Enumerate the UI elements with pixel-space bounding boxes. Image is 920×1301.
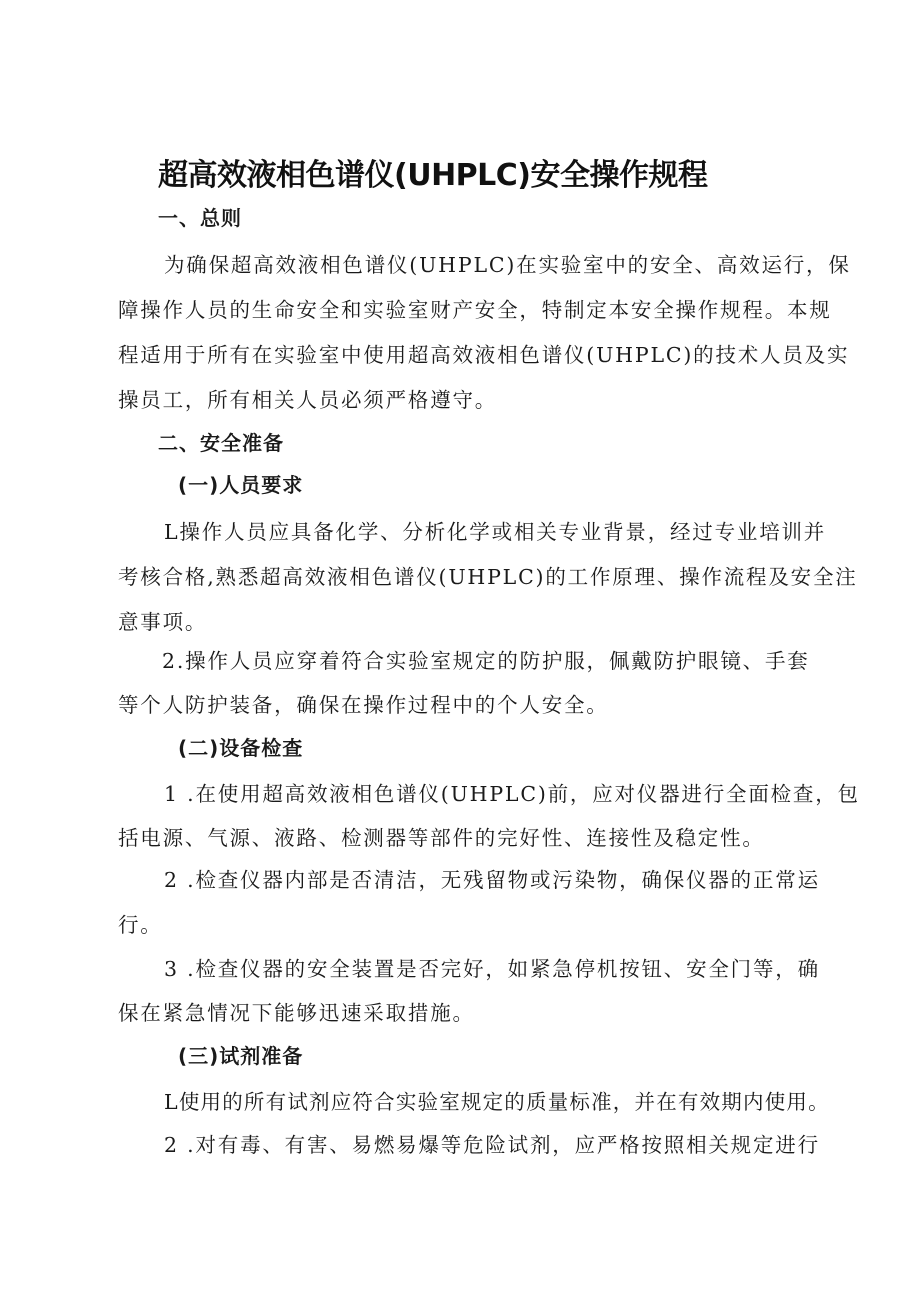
paragraph-line: 为确保超高效液相色谱仪(UHPLC)在实验室中的安全、高效运行，保: [164, 253, 851, 277]
paragraph-line: 保在紧急情况下能够迅速采取措施。: [118, 1001, 475, 1025]
paragraph-line: 意事项。: [118, 610, 208, 634]
section-heading-safety-prep: 二、安全准备: [158, 431, 284, 455]
subsection-heading-reagents: (三)试剂准备: [178, 1044, 304, 1068]
paragraph-line: 括电源、气源、液路、检测器等部件的完好性、连接性及稳定性。: [118, 826, 765, 850]
paragraph-line: 考核合格,熟悉超高效液相色谱仪(UHPLC)的工作原理、操作流程及安全注: [118, 565, 858, 589]
paragraph-line: 操员工，所有相关人员必须严格遵守。: [118, 388, 498, 412]
document-title: 超高效液相色谱仪(UHPLC)安全操作规程: [158, 158, 708, 193]
paragraph-line: 等个人防护装备，确保在操作过程中的个人安全。: [118, 693, 609, 717]
paragraph-line: 1 .在使用超高效液相色谱仪(UHPLC)前，应对仪器进行全面检查，包: [164, 782, 860, 806]
paragraph-line: L使用的所有试剂应符合实验室规定的质量标准，并在有效期内使用。: [164, 1090, 830, 1114]
paragraph-line: 2 .检查仪器内部是否清洁，无残留物或污染物，确保仪器的正常运: [164, 868, 820, 892]
paragraph-line: 2 .对有毒、有害、易燃易爆等危险试剂，应严格按照相关规定进行: [164, 1133, 820, 1157]
section-heading-general: 一、总则: [158, 206, 242, 230]
subsection-heading-equipment: (二)设备检查: [178, 736, 304, 760]
paragraph-line: 3 .检查仪器的安全装置是否完好，如紧急停机按钮、安全门等，确: [164, 957, 820, 981]
paragraph-line: 行。: [118, 913, 163, 937]
subsection-heading-personnel: (一)人员要求: [178, 473, 304, 497]
paragraph-line: 程适用于所有在实验室中使用超高效液相色谱仪(UHPLC)的技术人员及实: [118, 343, 850, 367]
paragraph-line: 障操作人员的生命安全和实验室财产安全，特制定本安全操作规程。本规: [118, 298, 832, 322]
paragraph-line: L操作人员应具备化学、分析化学或相关专业背景，经过专业培训并: [164, 520, 827, 544]
paragraph-line: 2.操作人员应穿着符合实验室规定的防护服，佩戴防护眼镜、手套: [162, 649, 810, 673]
